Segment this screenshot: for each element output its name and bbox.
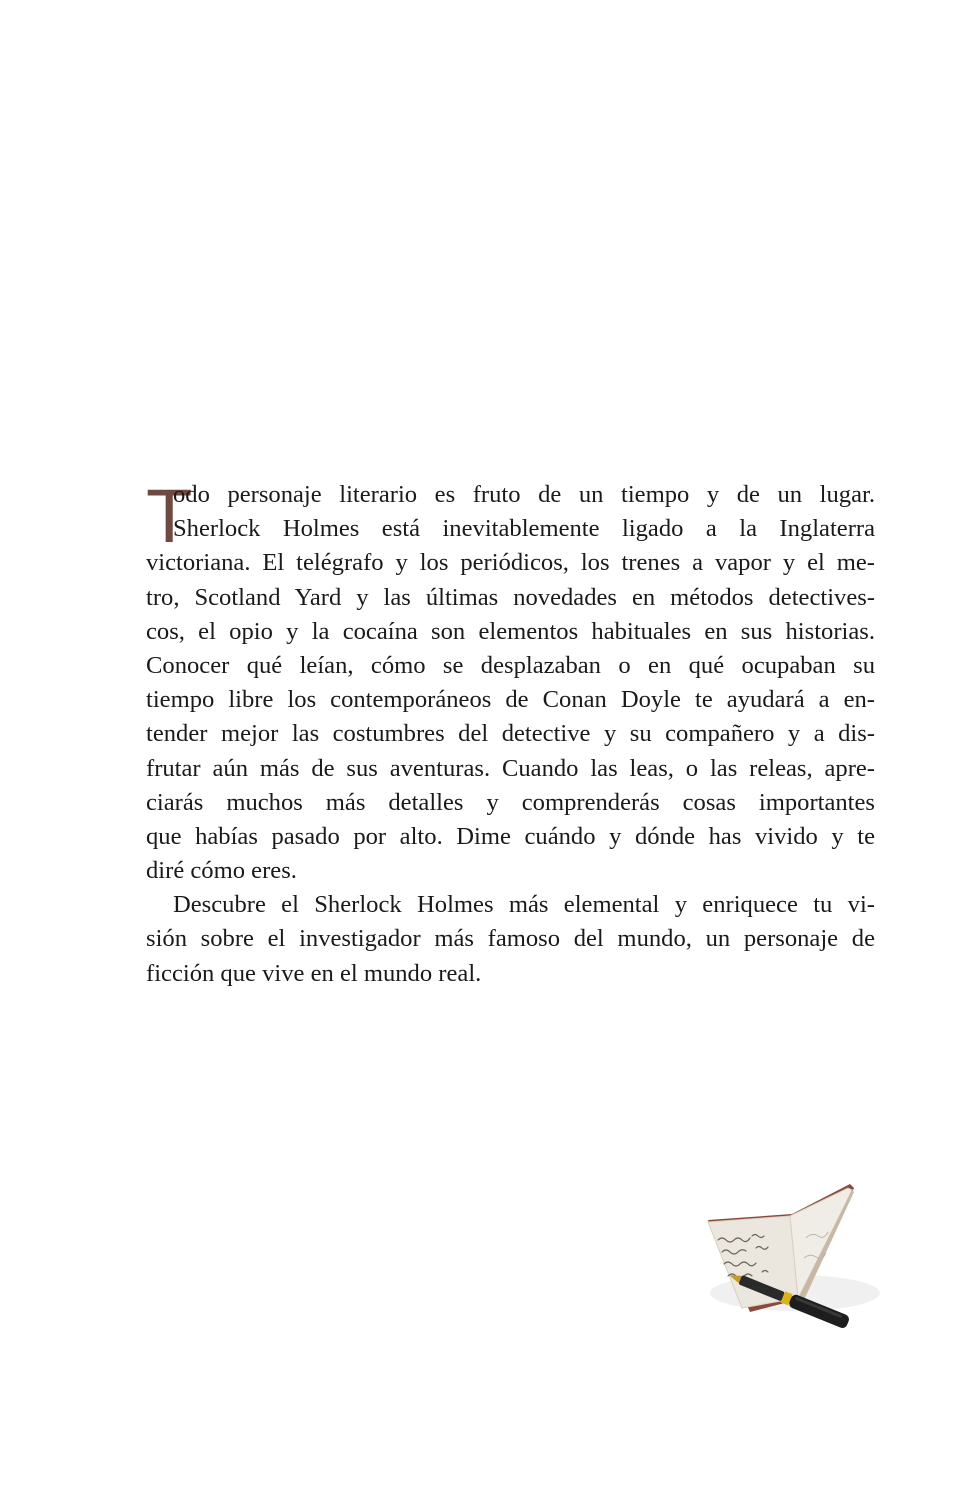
text-line: diré cómo eres. [146,857,297,885]
text-line: Descubre el Sherlock Holmes más elemental y enriquece tu vi- [173,891,875,919]
text-line: que habías pasado por alto. Dime cuándo y dónde has vivido y te [146,822,875,850]
paragraph-2 [146,888,875,991]
drop-cap: T [146,474,193,559]
notebook-with-fountain-pen-icon [700,1178,900,1358]
text-line: frutar aún más de sus aventuras. Cuando las leas, o las releas, apre- [146,754,875,782]
text-line: tender mejor las costumbres del detective y su compañero y a dis- [146,720,875,748]
text-line: tro, Scotland Yard y las últimas novedades en métodos detectives- [146,583,875,611]
paragraph-1 [146,474,875,888]
text-line: tiempo libre los contemporáneos de Conan Doyle te ayudará a en- [146,686,875,714]
text-line: victoriana. El telégrafo y los periódicos, los trenes a vapor y el me- [146,549,875,577]
text-line: ciarás muchos más detalles y comprenderás cosas importantes [146,788,875,816]
text-line: ficción que vive en el mundo real. [146,959,482,987]
text-line: sión sobre el investigador más famoso del mundo, un personaje de [146,925,875,953]
intro-text [146,474,875,991]
text-line: Sherlock Holmes está inevitablemente ligado a la Inglaterra [173,515,875,543]
text-line: cos, el opio y la cocaína son elementos habituales en sus historias. [146,617,875,645]
text-line: Conocer qué leían, cómo se desplazaban o en qué ocupaban su [146,651,875,679]
text-line: odo personaje literario es fruto de un tiempo y de un lugar. [173,481,875,508]
